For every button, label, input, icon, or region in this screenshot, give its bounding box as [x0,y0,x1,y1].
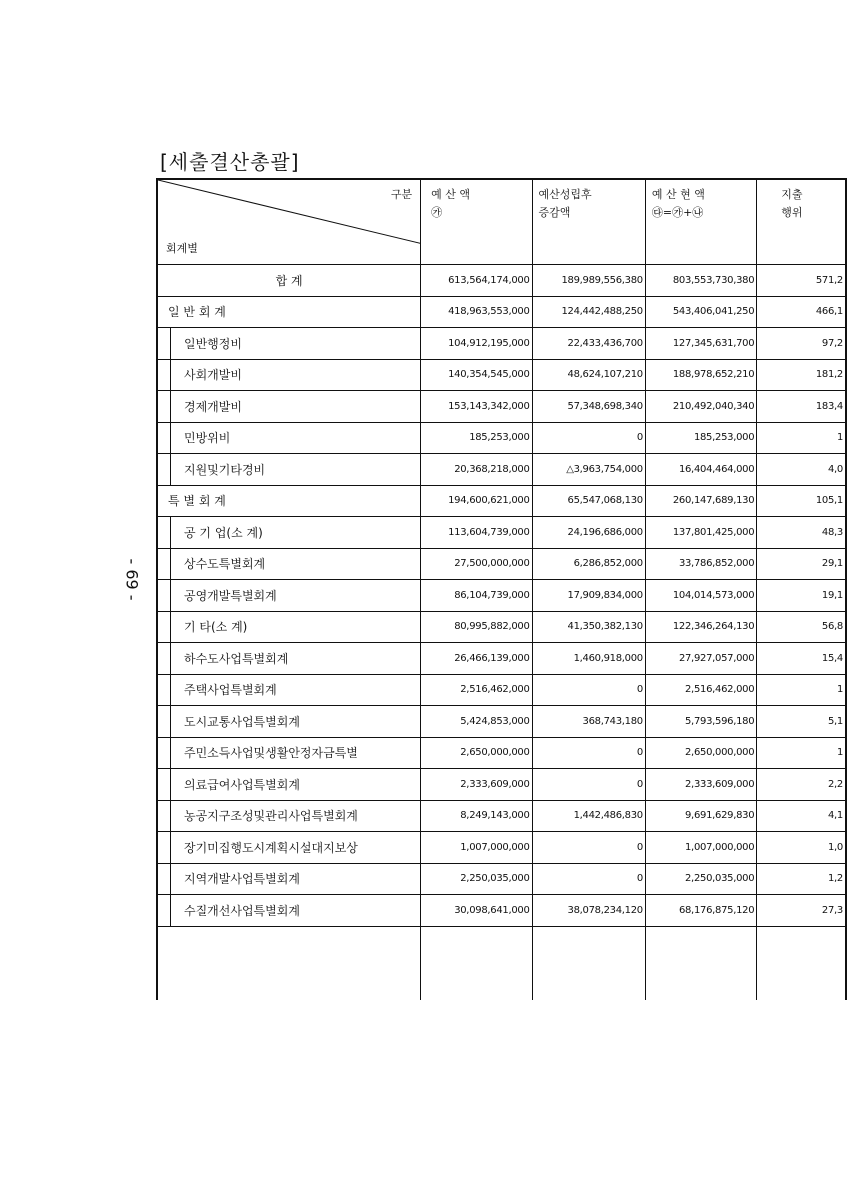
header-budget-amount-line2: ㉮ [431,206,443,219]
table-row [157,769,846,801]
row-label: 공 기 업(소 계) [157,517,421,549]
expenditure-cell: 4,0 [757,454,846,486]
table-header-row [157,179,846,265]
table-row [157,517,846,549]
empty-cell [157,926,421,1000]
row-label: 상수도특별회계 [157,548,421,580]
budget-change-cell: △3,963,754,000 [532,454,645,486]
page-title: [세출결산총괄] [160,150,300,174]
table-row [157,328,846,360]
expenditure-cell: 1 [757,737,846,769]
expenditure-cell: 4,1 [757,800,846,832]
current-budget-cell: 137,801,425,000 [645,517,756,549]
header-current-budget-line2: ㉰=㉮+㉯ [651,206,704,219]
row-label: 주민소득사업및생활안정자금특별 [157,737,421,769]
table-row [157,643,846,675]
current-budget-cell: 9,691,629,830 [645,800,756,832]
budget-amount-cell: 113,604,739,000 [421,517,532,549]
current-budget-cell: 185,253,000 [645,422,756,454]
budget-change-cell: 48,624,107,210 [532,359,645,391]
header-corner-account: 회계별 [166,242,198,255]
budget-change-cell: 65,547,068,130 [532,485,645,517]
current-budget-cell: 543,406,041,250 [645,296,756,328]
row-label: 경제개발비 [157,391,421,423]
row-label: 특 별 회 계 [157,485,421,517]
row-label: 주택사업특별회계 [157,674,421,706]
header-budget-change-line1: 예산성립후 [538,188,592,201]
budget-change-cell: 368,743,180 [532,706,645,738]
budget-amount-cell: 2,650,000,000 [421,737,532,769]
budget-amount-cell: 8,249,143,000 [421,800,532,832]
header-corner-cell [157,179,421,265]
current-budget-cell: 33,786,852,000 [645,548,756,580]
expenditure-cell: 466,1 [757,296,846,328]
budget-amount-cell: 1,007,000,000 [421,832,532,864]
row-label: 장기미집행도시계획시설대지보상 [157,832,421,864]
budget-amount-cell: 27,500,000,000 [421,548,532,580]
budget-amount-cell: 153,143,342,000 [421,391,532,423]
budget-amount-cell: 5,424,853,000 [421,706,532,738]
row-label: 지원및기타경비 [157,454,421,486]
budget-amount-cell: 20,368,218,000 [421,454,532,486]
current-budget-cell: 68,176,875,120 [645,895,756,927]
current-budget-cell: 2,650,000,000 [645,737,756,769]
budget-amount-cell: 613,564,174,000 [421,265,532,297]
current-budget-cell: 122,346,264,130 [645,611,756,643]
budget-change-cell: 6,286,852,000 [532,548,645,580]
row-label: 농공지구조성및관리사업특별회계 [157,800,421,832]
budget-change-cell: 0 [532,422,645,454]
header-corner-category: 구분 [390,188,413,201]
table-row [157,674,846,706]
row-label: 일반행정비 [157,328,421,360]
row-label: 공영개발특별회계 [157,580,421,612]
budget-change-cell: 0 [532,863,645,895]
budget-change-cell: 0 [532,674,645,706]
budget-amount-cell: 418,963,553,000 [421,296,532,328]
row-label: 하수도사업특별회계 [157,643,421,675]
table-body [157,265,846,1001]
budget-change-cell: 1,442,486,830 [532,800,645,832]
expenditure-cell: 571,2 [757,265,846,297]
budget-amount-cell: 2,333,609,000 [421,769,532,801]
table-row [157,611,846,643]
budget-amount-cell: 140,354,545,000 [421,359,532,391]
budget-amount-cell: 26,466,139,000 [421,643,532,675]
row-label: 기 타(소 계) [157,611,421,643]
expenditure-cell: 97,2 [757,328,846,360]
header-expenditure-line1: 지출 [781,188,803,201]
table-row [157,391,846,423]
budget-change-cell: 38,078,234,120 [532,895,645,927]
expenditure-cell: 29,1 [757,548,846,580]
current-budget-cell: 16,404,464,000 [645,454,756,486]
budget-change-cell: 1,460,918,000 [532,643,645,675]
row-label: 민방위비 [157,422,421,454]
row-label: 지역개발사업특별회계 [157,863,421,895]
budget-amount-cell: 194,600,621,000 [421,485,532,517]
budget-change-cell: 189,989,556,380 [532,265,645,297]
current-budget-cell: 2,516,462,000 [645,674,756,706]
row-label: 일 반 회 계 [157,296,421,328]
expenditure-cell: 19,1 [757,580,846,612]
empty-cell [757,926,846,1000]
header-budget-change [532,179,645,265]
current-budget-cell: 127,345,631,700 [645,328,756,360]
page-number: - 69 - [122,558,142,601]
expenditure-cell: 48,3 [757,517,846,549]
empty-cell [421,926,532,1000]
row-label: 도시교통사업특별회계 [157,706,421,738]
budget-change-cell: 17,909,834,000 [532,580,645,612]
budget-amount-cell: 104,912,195,000 [421,328,532,360]
expenditure-cell: 1 [757,674,846,706]
budget-amount-cell: 30,098,641,000 [421,895,532,927]
table-row [157,359,846,391]
empty-cell [532,926,645,1000]
row-label: 사회개발비 [157,359,421,391]
header-budget-amount [421,179,532,265]
header-budget-amount-line1: 예 산 액 [431,188,470,201]
budget-change-cell: 24,196,686,000 [532,517,645,549]
header-current-budget [645,179,756,265]
table-row [157,800,846,832]
current-budget-cell: 210,492,040,340 [645,391,756,423]
table-row [157,863,846,895]
budget-amount-cell: 86,104,739,000 [421,580,532,612]
empty-cell [645,926,756,1000]
table-row [157,737,846,769]
row-label: 의료급여사업특별회계 [157,769,421,801]
table-row [157,485,846,517]
row-label: 수질개선사업특별회계 [157,895,421,927]
expenditure-cell: 183,4 [757,391,846,423]
budget-amount-cell: 80,995,882,000 [421,611,532,643]
table-row [157,265,846,297]
budget-change-cell: 0 [532,769,645,801]
current-budget-cell: 188,978,652,210 [645,359,756,391]
expenditure-cell: 1,0 [757,832,846,864]
expenditure-cell: 181,2 [757,359,846,391]
current-budget-cell: 803,553,730,380 [645,265,756,297]
budget-change-cell: 41,350,382,130 [532,611,645,643]
budget-change-cell: 0 [532,737,645,769]
budget-change-cell: 57,348,698,340 [532,391,645,423]
current-budget-cell: 260,147,689,130 [645,485,756,517]
budget-amount-cell: 2,516,462,000 [421,674,532,706]
table-row [157,296,846,328]
budget-change-cell: 0 [532,832,645,864]
current-budget-cell: 2,333,609,000 [645,769,756,801]
current-budget-cell: 2,250,035,000 [645,863,756,895]
table-row [157,832,846,864]
row-label: 합 계 [157,265,421,297]
header-current-budget-line1: 예 산 현 액 [651,188,705,201]
expenditure-cell: 56,8 [757,611,846,643]
current-budget-cell: 1,007,000,000 [645,832,756,864]
expenditure-cell: 27,3 [757,895,846,927]
table-row [157,895,846,927]
budget-table-wrapper [156,178,847,1000]
budget-change-cell: 124,442,488,250 [532,296,645,328]
expenditure-cell: 5,1 [757,706,846,738]
header-expenditure-line2: 행위 [781,206,803,219]
expenditure-cell: 105,1 [757,485,846,517]
expenditure-settlement-table [156,178,847,1000]
expenditure-cell: 1,2 [757,863,846,895]
table-row [157,706,846,738]
header-expenditure [757,179,846,265]
header-budget-change-line2: 증감액 [538,206,571,219]
current-budget-cell: 27,927,057,000 [645,643,756,675]
budget-amount-cell: 185,253,000 [421,422,532,454]
table-row [157,580,846,612]
current-budget-cell: 5,793,596,180 [645,706,756,738]
current-budget-cell: 104,014,573,000 [645,580,756,612]
table-row [157,454,846,486]
budget-amount-cell: 2,250,035,000 [421,863,532,895]
expenditure-cell: 2,2 [757,769,846,801]
table-row [157,422,846,454]
table-row [157,548,846,580]
budget-change-cell: 22,433,436,700 [532,328,645,360]
expenditure-cell: 1 [757,422,846,454]
empty-table-row [157,926,846,1000]
expenditure-cell: 15,4 [757,643,846,675]
